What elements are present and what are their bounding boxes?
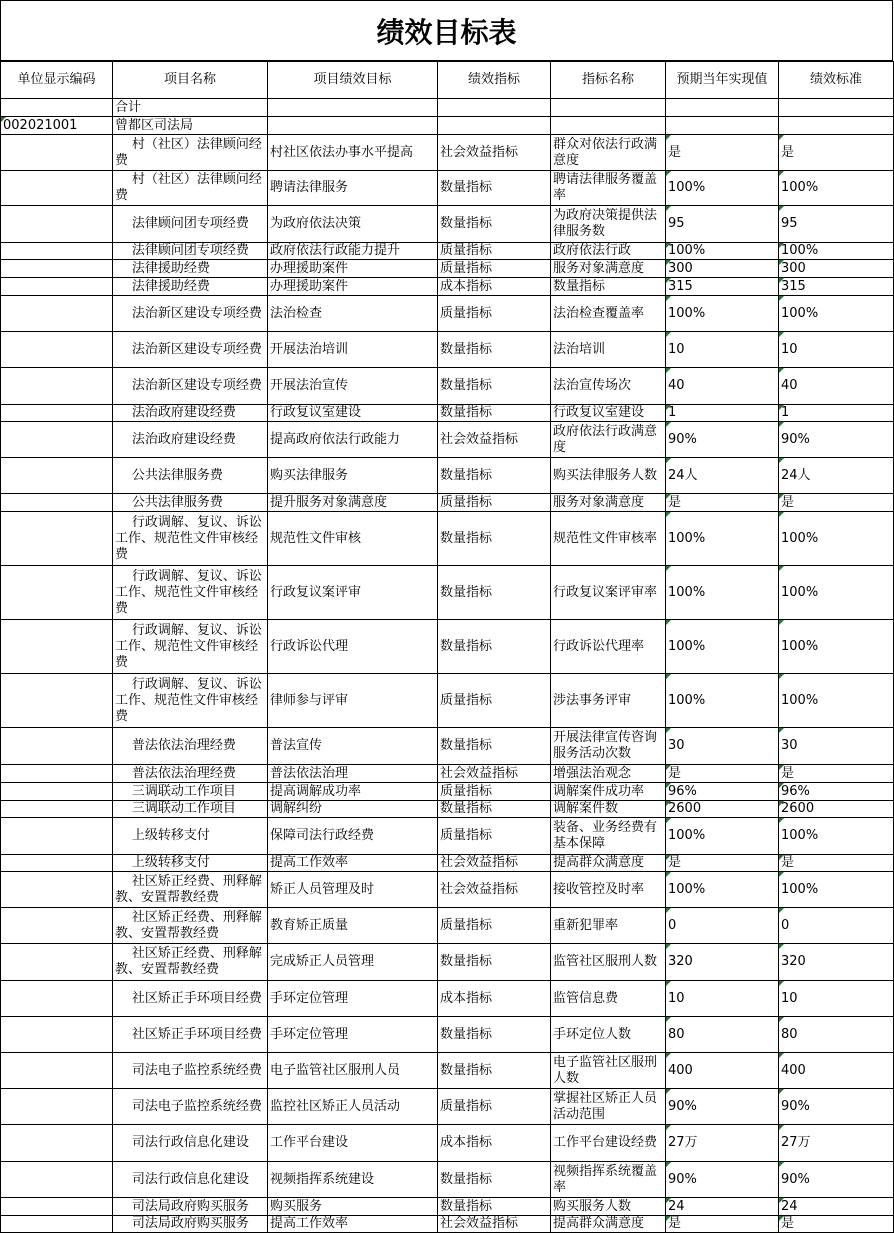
table-row <box>1 494 894 512</box>
expected-value-cell: 40 <box>666 368 779 405</box>
header-expected-value: 预期当年实现值 <box>666 62 779 99</box>
indicator-cell: 质量指标 <box>438 296 551 332</box>
project-goal-cell: 工作平台建设 <box>268 1125 438 1162</box>
project-name-cell: 司法局政府购买服务 <box>113 1216 268 1233</box>
metric-name-cell: 政府依法行政满意度 <box>551 422 666 458</box>
indicator-cell: 数量指标 <box>438 332 551 368</box>
code-cell <box>1 512 113 566</box>
standard-cell: 100% <box>779 818 894 855</box>
standard-cell: 100% <box>779 620 894 674</box>
project-goal-cell: 提高工作效率 <box>268 855 438 872</box>
code-cell <box>1 620 113 674</box>
metric-name-cell: 购买服务人数 <box>551 1198 666 1216</box>
code-cell <box>1 1017 113 1053</box>
empty-cell <box>666 99 779 117</box>
project-name-cell: 村（社区）法律顾问经费 <box>113 135 268 171</box>
header-project-name: 项目名称 <box>113 62 268 99</box>
expected-value-cell: 96% <box>666 783 779 801</box>
empty-cell <box>779 117 894 135</box>
table-row <box>1 135 894 171</box>
expected-value-cell: 100% <box>666 818 779 855</box>
project-goal-cell: 矫正人员管理及时 <box>268 872 438 908</box>
project-name-cell: 公共法律服务费 <box>113 458 268 494</box>
metric-name-cell: 法治宣传场次 <box>551 368 666 405</box>
standard-cell: 24 <box>779 1198 894 1216</box>
indicator-cell: 数量指标 <box>438 728 551 765</box>
standard-cell: 400 <box>779 1053 894 1089</box>
table-row <box>1 566 894 620</box>
expected-value-cell: 是 <box>666 494 779 512</box>
expected-value-cell: 30 <box>666 728 779 765</box>
project-goal-cell: 行政诉讼代理 <box>268 620 438 674</box>
table-row <box>1 458 894 494</box>
indicator-cell: 数量指标 <box>438 1017 551 1053</box>
indicator-cell: 数量指标 <box>438 1198 551 1216</box>
standard-cell: 300 <box>779 260 894 278</box>
code-cell <box>1 1053 113 1089</box>
expected-value-cell: 400 <box>666 1053 779 1089</box>
indicator-cell: 质量指标 <box>438 818 551 855</box>
table-row <box>1 296 894 332</box>
expected-value-cell: 100% <box>666 296 779 332</box>
empty-cell <box>268 117 438 135</box>
table-row <box>1 512 894 566</box>
header-indicator: 绩效指标 <box>438 62 551 99</box>
metric-name-cell: 行政复议室建设 <box>551 405 666 422</box>
project-name-cell: 三调联动工作项目 <box>113 801 268 818</box>
empty-cell <box>551 99 666 117</box>
standard-cell: 80 <box>779 1017 894 1053</box>
project-name-cell: 司法电子监控系统经费 <box>113 1089 268 1125</box>
project-goal-cell: 购买法律服务 <box>268 458 438 494</box>
expected-value-cell: 80 <box>666 1017 779 1053</box>
table-row <box>1 674 894 728</box>
code-cell <box>1 206 113 243</box>
metric-name-cell: 增强法治观念 <box>551 765 666 783</box>
table-row <box>1 368 894 405</box>
code-cell <box>1 405 113 422</box>
project-name-cell: 司法行政信息化建设 <box>113 1125 268 1162</box>
table-row <box>1 260 894 278</box>
standard-cell: 24人 <box>779 458 894 494</box>
performance-table <box>0 61 894 1233</box>
standard-cell: 100% <box>779 566 894 620</box>
table-row <box>1 1162 894 1198</box>
code-cell <box>1 872 113 908</box>
code-cell <box>1 1089 113 1125</box>
expected-value-cell: 1 <box>666 405 779 422</box>
project-name-cell: 上级转移支付 <box>113 855 268 872</box>
metric-name-cell: 购买法律服务人数 <box>551 458 666 494</box>
expected-value-cell: 100% <box>666 171 779 206</box>
project-goal-cell: 政府依法行政能力提升 <box>268 243 438 260</box>
code-cell <box>1 458 113 494</box>
standard-cell: 100% <box>779 243 894 260</box>
indicator-cell: 质量指标 <box>438 1089 551 1125</box>
indicator-cell: 社会效益指标 <box>438 855 551 872</box>
standard-cell: 0 <box>779 908 894 944</box>
code-cell <box>1 783 113 801</box>
indicator-cell: 成本指标 <box>438 1125 551 1162</box>
unit-name: 曾都区司法局 <box>113 117 268 135</box>
metric-name-cell: 群众对依法行政满意度 <box>551 135 666 171</box>
code-cell <box>1 135 113 171</box>
metric-name-cell: 数量指标 <box>551 278 666 296</box>
indicator-cell: 质量指标 <box>438 783 551 801</box>
table-row <box>1 1017 894 1053</box>
metric-name-cell: 提高群众满意度 <box>551 1216 666 1233</box>
empty-cell <box>551 117 666 135</box>
expected-value-cell: 320 <box>666 944 779 981</box>
metric-name-cell: 电子监管社区服刑人数 <box>551 1053 666 1089</box>
standard-cell: 30 <box>779 728 894 765</box>
code-cell <box>1 1198 113 1216</box>
code-cell <box>1 566 113 620</box>
code-cell <box>1 944 113 981</box>
table-row <box>1 278 894 296</box>
metric-name-cell: 规范性文件审核率 <box>551 512 666 566</box>
table-row <box>1 818 894 855</box>
header-metric-name: 指标名称 <box>551 62 666 99</box>
expected-value-cell: 90% <box>666 1162 779 1198</box>
project-name-cell: 行政调解、复议、诉讼工作、规范性文件审核经费 <box>113 566 268 620</box>
code-cell <box>1 243 113 260</box>
indicator-cell: 数量指标 <box>438 566 551 620</box>
metric-name-cell: 行政诉讼代理率 <box>551 620 666 674</box>
standard-cell: 27万 <box>779 1125 894 1162</box>
indicator-cell: 数量指标 <box>438 368 551 405</box>
project-goal-cell: 村社区依法办事水平提高 <box>268 135 438 171</box>
expected-value-cell: 0 <box>666 908 779 944</box>
code-cell <box>1 765 113 783</box>
indicator-cell: 社会效益指标 <box>438 765 551 783</box>
project-goal-cell: 视频指挥系统建设 <box>268 1162 438 1198</box>
expected-value-cell: 10 <box>666 981 779 1017</box>
project-goal-cell: 开展法治培训 <box>268 332 438 368</box>
project-name-cell: 法治政府建设经费 <box>113 422 268 458</box>
empty-cell <box>268 99 438 117</box>
indicator-cell: 数量指标 <box>438 1053 551 1089</box>
standard-cell: 是 <box>779 135 894 171</box>
indicator-cell: 数量指标 <box>438 458 551 494</box>
metric-name-cell: 监管信息费 <box>551 981 666 1017</box>
table-row <box>1 728 894 765</box>
header-project-goal: 项目绩效目标 <box>268 62 438 99</box>
total-code-cell <box>1 99 113 117</box>
table-row <box>1 908 894 944</box>
code-cell <box>1 332 113 368</box>
table-row <box>1 1216 894 1233</box>
expected-value-cell: 315 <box>666 278 779 296</box>
standard-cell: 2600 <box>779 801 894 818</box>
project-goal-cell: 行政复议室建设 <box>268 405 438 422</box>
indicator-cell: 成本指标 <box>438 278 551 296</box>
metric-name-cell: 政府依法行政 <box>551 243 666 260</box>
project-name-cell: 法治新区建设专项经费 <box>113 296 268 332</box>
project-goal-cell: 提高调解成功率 <box>268 783 438 801</box>
metric-name-cell: 手环定位人数 <box>551 1017 666 1053</box>
metric-name-cell: 调解案件数 <box>551 801 666 818</box>
expected-value-cell: 100% <box>666 243 779 260</box>
code-cell <box>1 801 113 818</box>
metric-name-cell: 行政复议案评审率 <box>551 566 666 620</box>
indicator-cell: 数量指标 <box>438 801 551 818</box>
table-row <box>1 206 894 243</box>
expected-value-cell: 10 <box>666 332 779 368</box>
project-name-cell: 法治政府建设经费 <box>113 405 268 422</box>
table-row <box>1 620 894 674</box>
project-name-cell: 司法行政信息化建设 <box>113 1162 268 1198</box>
empty-cell <box>779 99 894 117</box>
expected-value-cell: 100% <box>666 620 779 674</box>
standard-cell: 是 <box>779 765 894 783</box>
project-goal-cell: 手环定位管理 <box>268 981 438 1017</box>
table-row <box>1 783 894 801</box>
project-name-cell: 法治新区建设专项经费 <box>113 368 268 405</box>
code-cell <box>1 818 113 855</box>
unit-row <box>1 117 894 135</box>
project-goal-cell: 法治检查 <box>268 296 438 332</box>
indicator-cell: 数量指标 <box>438 171 551 206</box>
standard-cell: 是 <box>779 1216 894 1233</box>
project-name-cell: 法治新区建设专项经费 <box>113 332 268 368</box>
table-row <box>1 1089 894 1125</box>
metric-name-cell: 法治检查覆盖率 <box>551 296 666 332</box>
standard-cell: 10 <box>779 332 894 368</box>
project-name-cell: 普法依法治理经费 <box>113 765 268 783</box>
expected-value-cell: 24 <box>666 1198 779 1216</box>
project-goal-cell: 完成矫正人员管理 <box>268 944 438 981</box>
metric-name-cell: 工作平台建设经费 <box>551 1125 666 1162</box>
header-standard: 绩效标准 <box>779 62 894 99</box>
standard-cell: 10 <box>779 981 894 1017</box>
standard-cell: 100% <box>779 512 894 566</box>
project-name-cell: 上级转移支付 <box>113 818 268 855</box>
total-label: 合计 <box>113 99 268 117</box>
expected-value-cell: 是 <box>666 765 779 783</box>
expected-value-cell: 90% <box>666 1089 779 1125</box>
project-goal-cell: 监控社区矫正人员活动 <box>268 1089 438 1125</box>
code-cell <box>1 855 113 872</box>
project-goal-cell: 普法依法治理 <box>268 765 438 783</box>
metric-name-cell: 聘请法律服务覆盖率 <box>551 171 666 206</box>
standard-cell: 100% <box>779 674 894 728</box>
page-title: 绩效目标表 <box>0 0 893 61</box>
metric-name-cell: 调解案件成功率 <box>551 783 666 801</box>
standard-cell: 96% <box>779 783 894 801</box>
project-goal-cell: 律师参与评审 <box>268 674 438 728</box>
expected-value-cell: 27万 <box>666 1125 779 1162</box>
project-goal-cell: 开展法治宣传 <box>268 368 438 405</box>
header-unit-code: 单位显示编码 <box>1 62 113 99</box>
indicator-cell: 质量指标 <box>438 243 551 260</box>
table-row <box>1 171 894 206</box>
code-cell <box>1 674 113 728</box>
expected-value-cell: 100% <box>666 512 779 566</box>
project-name-cell: 社区矫正经费、刑释解教、安置帮教经费 <box>113 872 268 908</box>
project-name-cell: 司法电子监控系统经费 <box>113 1053 268 1089</box>
project-goal-cell: 保障司法行政经费 <box>268 818 438 855</box>
project-name-cell: 司法局政府购买服务 <box>113 1198 268 1216</box>
empty-cell <box>666 117 779 135</box>
standard-cell: 320 <box>779 944 894 981</box>
table-row <box>1 944 894 981</box>
metric-name-cell: 接收管控及时率 <box>551 872 666 908</box>
standard-cell: 90% <box>779 1089 894 1125</box>
metric-name-cell: 监管社区服刑人数 <box>551 944 666 981</box>
project-name-cell: 社区矫正手环项目经费 <box>113 981 268 1017</box>
standard-cell: 100% <box>779 171 894 206</box>
code-cell <box>1 278 113 296</box>
code-cell <box>1 908 113 944</box>
expected-value-cell: 95 <box>666 206 779 243</box>
table-row <box>1 872 894 908</box>
project-goal-cell: 提高政府依法行政能力 <box>268 422 438 458</box>
total-row <box>1 99 894 117</box>
table-row <box>1 801 894 818</box>
code-cell <box>1 1125 113 1162</box>
metric-name-cell: 掌握社区矫正人员活动范围 <box>551 1089 666 1125</box>
project-goal-cell: 调解纠纷 <box>268 801 438 818</box>
table-row <box>1 1053 894 1089</box>
project-goal-cell: 聘请法律服务 <box>268 171 438 206</box>
project-name-cell: 法律援助经费 <box>113 278 268 296</box>
metric-name-cell: 法治培训 <box>551 332 666 368</box>
project-name-cell: 公共法律服务费 <box>113 494 268 512</box>
empty-cell <box>438 99 551 117</box>
expected-value-cell: 是 <box>666 1216 779 1233</box>
project-name-cell: 社区矫正手环项目经费 <box>113 1017 268 1053</box>
metric-name-cell: 装备、业务经费有基本保障 <box>551 818 666 855</box>
expected-value-cell: 100% <box>666 566 779 620</box>
table-row <box>1 422 894 458</box>
indicator-cell: 质量指标 <box>438 260 551 278</box>
indicator-cell: 社会效益指标 <box>438 1216 551 1233</box>
project-goal-cell: 规范性文件审核 <box>268 512 438 566</box>
project-name-cell: 行政调解、复议、诉讼工作、规范性文件审核经费 <box>113 620 268 674</box>
code-cell <box>1 296 113 332</box>
expected-value-cell: 100% <box>666 872 779 908</box>
code-cell <box>1 728 113 765</box>
project-goal-cell: 提高工作效率 <box>268 1216 438 1233</box>
table-row <box>1 1198 894 1216</box>
project-goal-cell: 教育矫正质量 <box>268 908 438 944</box>
project-name-cell: 行政调解、复议、诉讼工作、规范性文件审核经费 <box>113 512 268 566</box>
project-goal-cell: 办理援助案件 <box>268 278 438 296</box>
project-goal-cell: 电子监管社区服刑人员 <box>268 1053 438 1089</box>
project-goal-cell: 为政府依法决策 <box>268 206 438 243</box>
indicator-cell: 数量指标 <box>438 512 551 566</box>
standard-cell: 是 <box>779 494 894 512</box>
unit-code: 002021001 <box>1 117 113 135</box>
standard-cell: 315 <box>779 278 894 296</box>
standard-cell: 90% <box>779 422 894 458</box>
metric-name-cell: 服务对象满意度 <box>551 494 666 512</box>
indicator-cell: 质量指标 <box>438 908 551 944</box>
project-goal-cell: 提升服务对象满意度 <box>268 494 438 512</box>
metric-name-cell: 涉法事务评审 <box>551 674 666 728</box>
table-row <box>1 981 894 1017</box>
standard-cell: 是 <box>779 855 894 872</box>
standard-cell: 100% <box>779 872 894 908</box>
project-name-cell: 社区矫正经费、刑释解教、安置帮教经费 <box>113 944 268 981</box>
standard-cell: 40 <box>779 368 894 405</box>
table-row <box>1 243 894 260</box>
project-goal-cell: 行政复议案评审 <box>268 566 438 620</box>
expected-value-cell: 是 <box>666 135 779 171</box>
project-name-cell: 法律顾问团专项经费 <box>113 243 268 260</box>
expected-value-cell: 2600 <box>666 801 779 818</box>
metric-name-cell: 为政府决策提供法律服务数 <box>551 206 666 243</box>
project-goal-cell: 购买服务 <box>268 1198 438 1216</box>
metric-name-cell: 服务对象满意度 <box>551 260 666 278</box>
expected-value-cell: 100% <box>666 674 779 728</box>
table-row <box>1 405 894 422</box>
project-name-cell: 法律援助经费 <box>113 260 268 278</box>
indicator-cell: 质量指标 <box>438 674 551 728</box>
expected-value-cell: 24人 <box>666 458 779 494</box>
standard-cell: 100% <box>779 296 894 332</box>
indicator-cell: 社会效益指标 <box>438 872 551 908</box>
standard-cell: 1 <box>779 405 894 422</box>
code-cell <box>1 1162 113 1198</box>
project-name-cell: 普法依法治理经费 <box>113 728 268 765</box>
indicator-cell: 数量指标 <box>438 405 551 422</box>
metric-name-cell: 重新犯罪率 <box>551 908 666 944</box>
indicator-cell: 成本指标 <box>438 981 551 1017</box>
standard-cell: 95 <box>779 206 894 243</box>
indicator-cell: 质量指标 <box>438 494 551 512</box>
project-name-cell: 三调联动工作项目 <box>113 783 268 801</box>
expected-value-cell: 300 <box>666 260 779 278</box>
indicator-cell: 数量指标 <box>438 620 551 674</box>
header-row <box>1 62 894 99</box>
metric-name-cell: 提高群众满意度 <box>551 855 666 872</box>
code-cell <box>1 422 113 458</box>
metric-name-cell: 视频指挥系统覆盖率 <box>551 1162 666 1198</box>
empty-cell <box>438 117 551 135</box>
metric-name-cell: 开展法律宣传咨询服务活动次数 <box>551 728 666 765</box>
table-row <box>1 332 894 368</box>
project-goal-cell: 普法宣传 <box>268 728 438 765</box>
indicator-cell: 数量指标 <box>438 944 551 981</box>
table-row <box>1 765 894 783</box>
indicator-cell: 社会效益指标 <box>438 135 551 171</box>
indicator-cell: 数量指标 <box>438 206 551 243</box>
code-cell <box>1 1216 113 1233</box>
project-name-cell: 村（社区）法律顾问经费 <box>113 171 268 206</box>
table-row <box>1 855 894 872</box>
code-cell <box>1 494 113 512</box>
code-cell <box>1 981 113 1017</box>
expected-value-cell: 90% <box>666 422 779 458</box>
indicator-cell: 数量指标 <box>438 1162 551 1198</box>
expected-value-cell: 是 <box>666 855 779 872</box>
standard-cell: 90% <box>779 1162 894 1198</box>
code-cell <box>1 368 113 405</box>
project-goal-cell: 办理援助案件 <box>268 260 438 278</box>
project-goal-cell: 手环定位管理 <box>268 1017 438 1053</box>
code-cell <box>1 260 113 278</box>
project-name-cell: 法律顾问团专项经费 <box>113 206 268 243</box>
table-row <box>1 1125 894 1162</box>
indicator-cell: 社会效益指标 <box>438 422 551 458</box>
project-name-cell: 行政调解、复议、诉讼工作、规范性文件审核经费 <box>113 674 268 728</box>
project-name-cell: 社区矫正经费、刑释解教、安置帮教经费 <box>113 908 268 944</box>
code-cell <box>1 171 113 206</box>
